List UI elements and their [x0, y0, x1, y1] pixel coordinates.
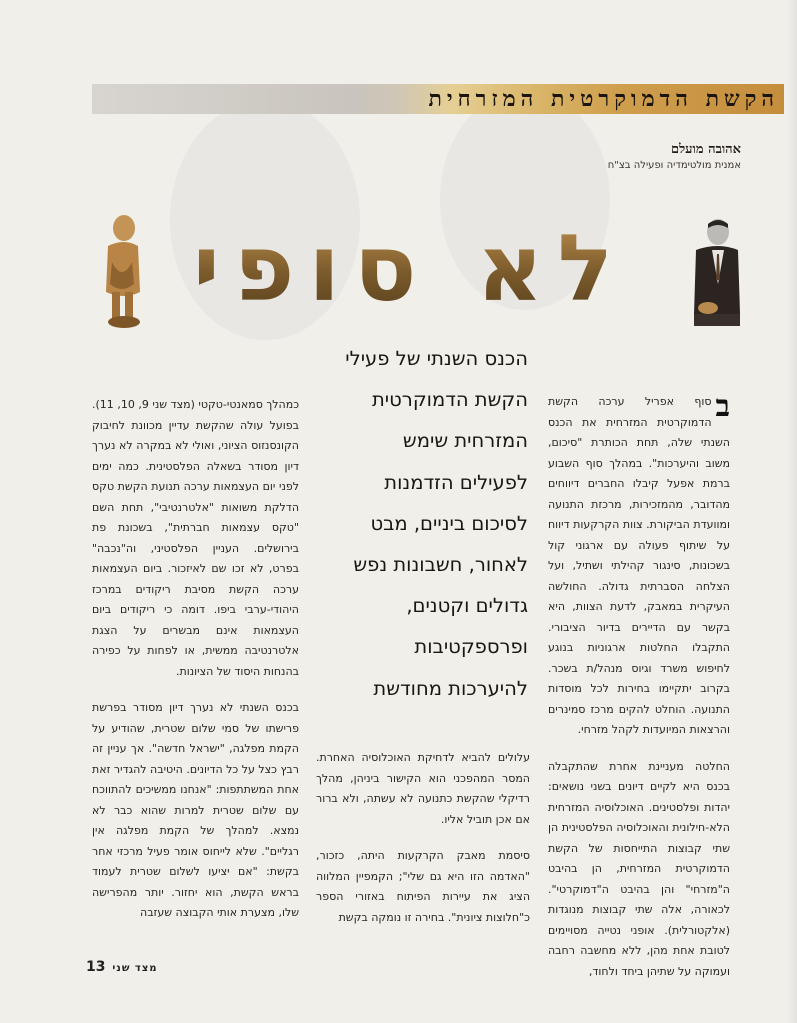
body-column-middle [316, 748, 530, 928]
paragraph: החלטה מעניינת אחרת שהתקבלה בכנס היא לקיים דיונים בשני נושאים: יהדות ופלסטינים. האוכלוסיה המזרחית הלא-חילונית והאוכלוסיה הפלסטינית הן שתי קבוצות התייחסות של הקשת הדמוקרטית המזרחית, הן בהיבט ה"מזרחי" והן בהיבט ה"דמוקרטי". לכאורה, אלה שתי קבוצות מנוגדות (אלקטורלית). אופני נטייה מסויימים לטובת אחת מהן, ללא מחשבה רחבה ועמוקה על שתיהן ביחד ולחוד, [548, 759, 730, 978]
headline: לא סופי [130, 224, 690, 314]
pull-quote-line: לפעילים הזדמנות [384, 470, 528, 494]
paragraph: בכנס השנתי לא נערך דיון מסודר בפרשת פרישתו של סמי שלום שטרית, שהודיע על הקמת מפלגה, "ישראל חדשה". אך עניין זה רבץ כצל על כל הדיונים. היטיבה להגדיר זאת אחת המשתתפות: "אנחנו ממשיכים להתווכח עם שלום שטרית למרות שהוא כבר לא נמצא. למהלך של הקמת מפלגה אין רגליים". שלא לייחוס אומר פעיל מרכזי אחר בקשת: "אם יציעו לשלום שטרית לעמוד בראש הקשת, הוא יחזור. יותר מהפרישה שלו, מצערת אותי הקבוצה שעזבה [92, 701, 299, 919]
paragraph-text: סוף אפריל ערכה הקשת הדמוקרטית המזרחית את הכנס השנתי שלה, תחת הכותרת "סיכום, משוב והיערכות". במהלך סוף השבוע ברמת אפעל קיבלו החברים דיווחים מהדובר, מהמזכירות, מרכזת התנועה ומוועדת הביקורת. צוות הקרקעות דיווח על שיתוף פעולה עם ארגוני קול בשכונות, סינגור קהילתי ושתיל, ועל הצלחה הסברתית גדולה. החולשה העיקרית במאבק, לדעת הצוות, היא בקשר עם הדיירים בדיור הציבורי. התקבלו החלטות ארגוניות בנוגע לחיפוש משרד וגיוס מנהל/ת בשכר. בקרוב יתקיימו בחירות לכל מוסדות התנועה. הוחלט להקים מרכז סמינרים והרצאות המיועדות לקהל מזרחי. [548, 395, 730, 736]
pull-quote [322, 338, 528, 709]
author-role: אמנית מולטימדיה ופעילה בצ"ח [607, 160, 741, 171]
author-name: אהובה מועלם [670, 142, 741, 157]
pull-quote-line: לאחור, חשבונות נפש [353, 552, 528, 576]
page-number: 13 [86, 959, 106, 975]
paragraph: סיסמת מאבק הקרקעות היתה, כזכור, "האדמה הזו היא גם שלי"; הקמפיין המלווה הציג את עיירות הפיתוח באזורי הספר כ"חלוצות ציונית". בחירה זו נומקה בקשת [316, 849, 530, 924]
section-title: הקשת הדמוקרטית המזרחית [428, 86, 779, 112]
paragraph: עלולים להביא לדחיקת האוכלוסיה האחרת. המסר המהפכני הוא הקישור ביניהן, מהלך רדיקלי שהקשת כתנועה לא עשתה, ולא ברור אם אכן תוביל אליו. [316, 751, 530, 826]
page-edge-shadow [787, 0, 797, 1023]
body-column-left [92, 395, 299, 924]
pull-quote-line: המזרחית שימש [402, 429, 528, 453]
body-column-right [548, 389, 730, 982]
page-folio [86, 959, 158, 975]
person-photo-right [690, 214, 742, 332]
paragraph: כמהלך סמאנטי-טקטי (מצד שני 9, 10, 11). בפועל עולה שהקשת עדיין מכוונת לחיבוק הקונסנזוס הציוני, ואולי לא במקרה לא נערך דיון מסודר בשאלה הפלסטינית. כמה ימים לפני יום העצמאות ערכה תנועת הקשת טקס הדלקת משואות "אלטרנטיבי", תחת השם "טקס עצמאות חברתית", בשכונת פת בירושלים. העניין הפלסטיני, וה"נכבה" בפרט, לא זכו שם לאיזכור. ביום העצמאות ערכה הקשת מסיבת ריקודים במרכז היהודי-ערבי ביפו. דומה כי ריקודים ביום העצמאות אינם מבשרים על הצגת אלטרנטיבה ממשית, או לפחות על כפירה בהנחות היסוד של הציונות. [92, 398, 300, 678]
paragraph [548, 389, 730, 741]
pull-quote-line: ופרספקטיבות [414, 635, 528, 659]
magazine-name: מצד שני [112, 963, 158, 974]
pull-quote-line: הכנס השנתי של פעילי [345, 347, 528, 370]
pull-quote-line: להיערכות מחודשת [373, 676, 528, 700]
drop-cap: ב [715, 389, 730, 424]
pull-quote-line: לסיכום ביניים, מבט [370, 511, 528, 535]
byline [608, 141, 741, 171]
pull-quote-line: הקשת הדמוקרטית [371, 388, 528, 412]
pull-quote-line: גדולים וקטנים, [406, 594, 528, 618]
